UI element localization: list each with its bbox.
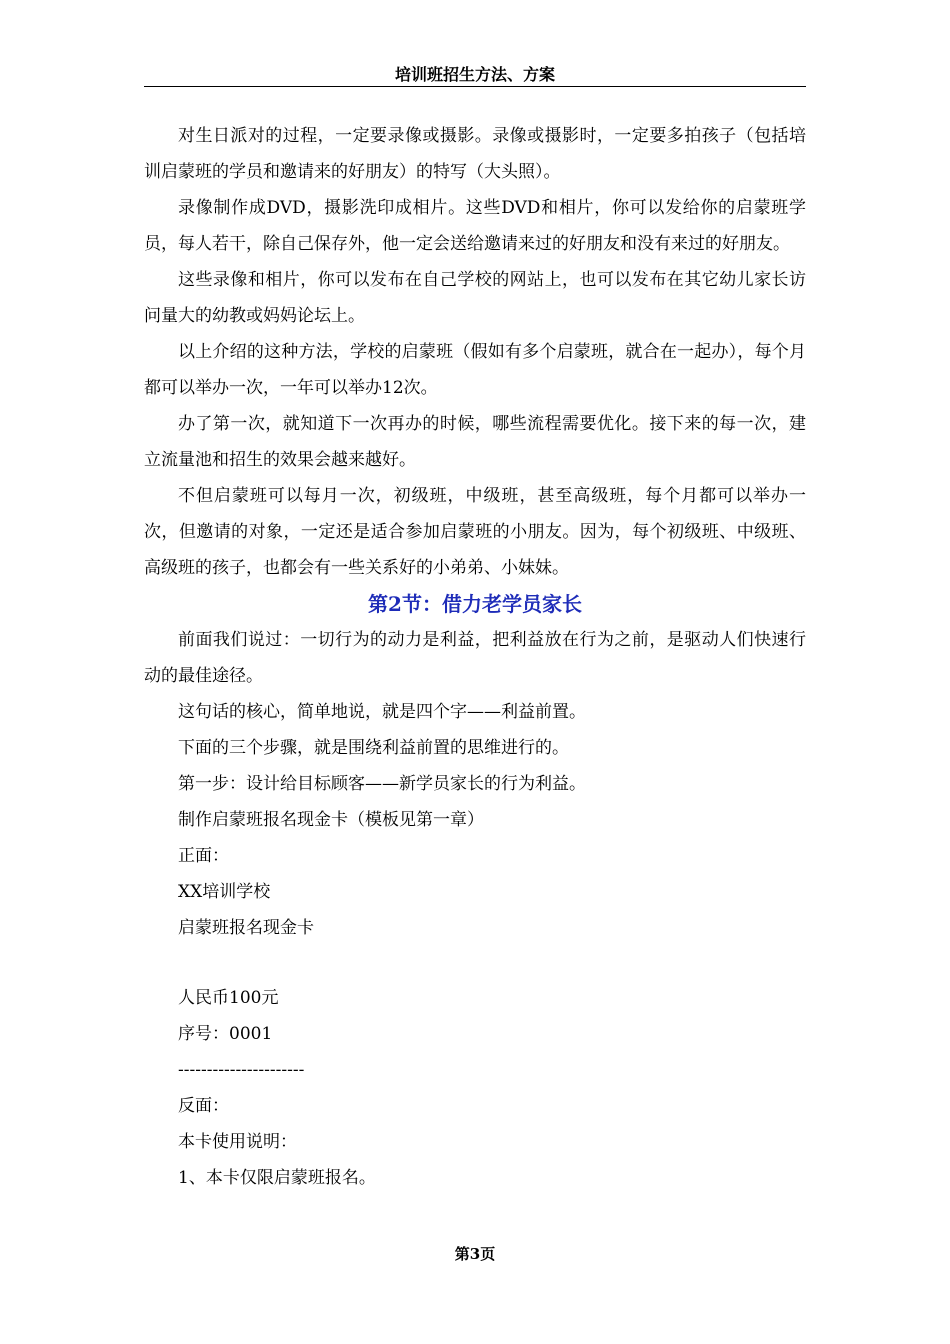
body-paragraph: 不但启蒙班可以每月一次，初级班，中级班，甚至高级班，每个月都可以举办一次，但邀请的对象，一定还是适合参加启蒙班的小朋友。因为，每个初级班、中级班、高级班的孩子，也都会有一些关系好的小弟弟、小妹妹。 — [144, 486, 806, 578]
card-amount: 人民币100元 — [178, 988, 279, 1008]
body-line: 制作启蒙班报名现金卡（模板见第一章） — [178, 810, 484, 830]
card-title: 启蒙班报名现金卡 — [178, 918, 314, 938]
page-number: 第3页 — [454, 1245, 496, 1263]
body-paragraph: 这些录像和相片，你可以发布在自己学校的网站上，也可以发布在其它幼儿家长访问量大的幼教或妈妈论坛上。 — [144, 270, 806, 326]
body-paragraph: 办了第一次，就知道下一次再办的时候，哪些流程需要优化。接下来的每一次，建立流量池和招生的效果会越来越好。 — [144, 414, 806, 470]
body-paragraph: 录像制作成DVD，摄影洗印成相片。这些DVD和相片，你可以发给你的启蒙班学员，每人若干，除自己保存外，他一定会送给邀请来过的好朋友和没有来过的好朋友。 — [144, 198, 806, 254]
document-body — [144, 118, 806, 1196]
card-usage-title: 本卡使用说明： — [178, 1132, 297, 1152]
card-front-label: 正面： — [178, 846, 229, 866]
section-heading: 第2节：借力老学员家长 — [368, 592, 582, 616]
blank-line — [144, 946, 806, 980]
card-separator: ---------------------- — [178, 1060, 305, 1080]
running-header: 培训班招生方法、方案 — [394, 65, 555, 84]
header-divider — [144, 86, 806, 87]
body-paragraph: 前面我们说过：一切行为的动力是利益，把利益放在行为之前，是驱动人们快速行动的最佳途径。 — [144, 630, 806, 686]
body-paragraph: 对生日派对的过程，一定要录像或摄影。录像或摄影时，一定要多拍孩子（包括培训启蒙班的学员和邀请来的好朋友）的特写（大头照）。 — [144, 126, 806, 182]
body-line: 第一步：设计给目标顾客——新学员家长的行为利益。 — [178, 774, 586, 794]
body-paragraph: 以上介绍的这种方法，学校的启蒙班（假如有多个启蒙班，就合在一起办），每个月都可以举办一次，一年可以举办12次。 — [144, 342, 806, 398]
card-serial-number: 序号：0001 — [178, 1024, 273, 1044]
card-school-name: XX培训学校 — [178, 882, 271, 902]
body-line: 下面的三个步骤，就是围绕利益前置的思维进行的。 — [178, 738, 569, 758]
body-line: 这句话的核心，简单地说，就是四个字——利益前置。 — [178, 702, 586, 722]
card-usage-rule: 1、本卡仅限启蒙班报名。 — [178, 1168, 376, 1188]
card-back-label: 反面： — [178, 1096, 229, 1116]
